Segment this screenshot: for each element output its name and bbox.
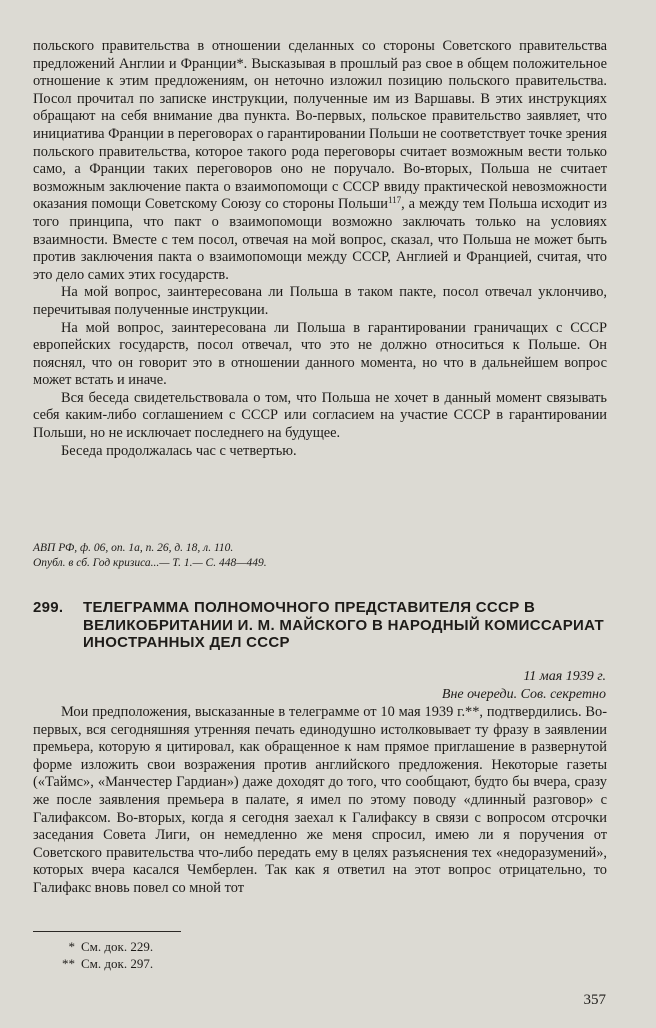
document-number: 299.	[33, 599, 64, 616]
document-title: ТЕЛЕГРАММА ПОЛНОМОЧНОГО ПРЕДСТАВИТЕЛЯ СССР В ВЕЛИКОБРИТАНИИ И. М. МАЙСКОГО В НАРОДНЫЙ КОМИССАРИАТ ИНОСТРАННЫХ ДЕЛ СССР	[83, 599, 604, 651]
body-text	[33, 38, 607, 460]
document-date: 11 мая 1939 г.	[523, 669, 606, 684]
classification: Вне очереди. Сов. секретно	[441, 687, 606, 702]
page-number: 357	[583, 992, 606, 1008]
paragraph: Вся беседа свидетельствовала о том, что Польша не хочет в данный момент связывать себя каким-либо соглашением с СССР или согласием на участие СССР в гарантировании Польши, но не исключает последнего на будущее.	[33, 389, 607, 442]
footnotes	[33, 938, 153, 972]
dateline	[442, 668, 606, 704]
footnote-ref-117[interactable]: 117	[387, 195, 402, 206]
publication-reference: Опубл. в сб. Год кризиса...— Т. 1.— С. 448—449.	[33, 557, 267, 569]
footnote-text: См. док. 297.	[81, 956, 154, 971]
archive-reference: АВП РФ, ф. 06, оп. 1а, п. 26, д. 18, л. 110.	[33, 542, 234, 554]
footnote-divider	[33, 931, 181, 932]
footnote	[33, 938, 153, 955]
paragraph: Беседа продолжалась час с четвертью.	[61, 442, 297, 459]
footnote-mark: *	[68, 939, 75, 954]
footnote-text: См. док. 229.	[81, 939, 154, 954]
document-heading	[33, 599, 607, 652]
paragraph: На мой вопрос, заинтересована ли Польша в таком пакте, посол отвечал уклончиво, перечитывая полученные инструкции.	[33, 284, 607, 318]
archival-source	[33, 541, 607, 571]
document-text	[33, 704, 607, 898]
paragraph: Мои предположения, высказанные в телеграмме от 10 мая 1939 г.**, подтвердились. Во-первых, вся сегодняшняя утренняя печать единодушно истолковывает ту фразу в заявлении премьера, которую я цитировал, как обращенное к нам прямое приглашение в развернутой форме изложить свои возражения против английского предложения. Некоторые газеты («Таймс», «Манчестер Гардиан») даже доходят до того, что сообщают, будто бы вчера, сразу же после заявления премьера в палате, я имел по этому поводу «длинный разговор» с Галифаксом. Во-вторых, когда я сегодня заехал к Галифаксу в связи с вопросом отсрочки заседания Совета Лиги, он немедленно же меня спросил, имею ли я поручения от Советского правительства что-либо передать ему в целях разъяснения тех «недоразумений», которых вчера касался Чемберлен. Так как я ответил на этот вопрос отрицательно, то Галифакс вновь повел со мной тот	[33, 704, 607, 896]
paragraph: На мой вопрос, заинтересована ли Польша в гарантировании граничащих с СССР европейских государств, посол отвечал, что это не должно относиться к Польше. Он пояснял, что он говорит это в отношении данного момента, но что в дальнейшем вопрос может встать и иначе.	[33, 319, 607, 389]
footnote	[33, 955, 153, 972]
paragraph: польского правительства в отношении сделанных со стороны Советского правительства предложений Англии и Франции*. Высказывая в прошлый раз свое в общем положительное отношение к этим предложениям, он неточно изложил позицию польского правительства. Посол прочитал по записке инструкции, полученные им из Варшавы. В этих инструкциях обращают на себя внимание два пункта. Во-первых, польское правительство заявляет, что инициатива Франции в переговорах о гарантировании Польши не соответствует точке зрения польского правительства, которое такого рода переговоры считает возможным вести только само, а Франции таких переговоров оно не поручало. Во-вторых, Польша не считает возможным заключение пакта о взаимопомощи с СССР ввиду практической невозможности оказания помощи Советскому Союзу со стороны Польши$^{117}$, а между тем Польша исходит из того принципа, что пакт о взаимопомощи возможно заключать только на условиях взаимности. Вместе с тем посол, отвечая на мой вопрос, сказал, что Польша не может быть против заключения пакта о взаимопомощи между СССР, Англией и Францией, считая, что это дело самих этих государств.	[33, 38, 607, 283]
footnote-mark: **	[62, 956, 75, 971]
